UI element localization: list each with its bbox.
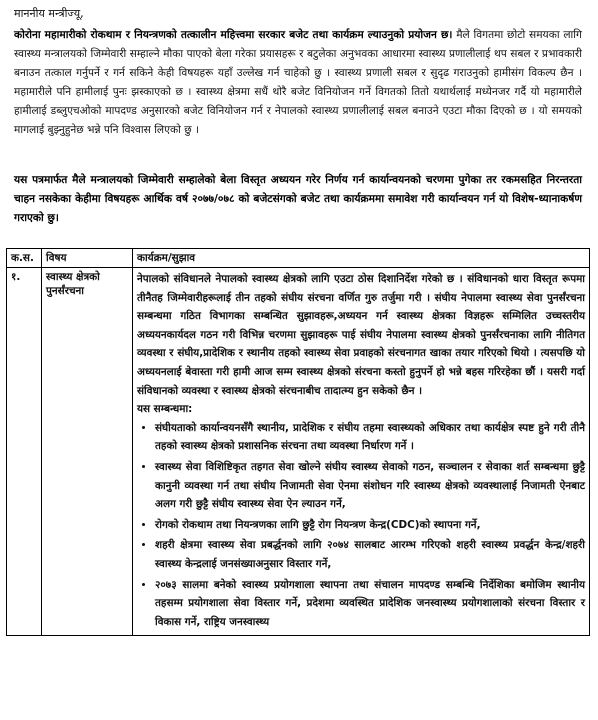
- salutation: माननीय मन्त्रीज्यू,: [14, 7, 84, 20]
- list-item: • स्वास्थ्य सेवा विशिष्टिकृत तहगत सेवा खोल्ने संघीय स्वास्थ्य सेवाको गठन, सञ्चालन र सेवाका शर्त सम्बन्धमा छुट्टै कानुनी व्यवस्था गर्न तथा संघीय निजामती सेवा ऐनमा संशोधन गरि स्वास्थ्य क्षेत्रको व्यवस्थालाई निजामती ऐनबाट अलग गरी छुट्टै संघीय स्वास्थ्य सेवा ऐन ल्याउन गर्ने,: [155, 458, 585, 514]
- suggestion-list: [137, 419, 585, 632]
- row-topic: स्वास्थ्य क्षेत्रको पुनर्संरचना: [42, 268, 133, 636]
- row-body-text: नेपालको संविधानले नेपालको स्वास्थ्य क्षेत्रको लागि एउटा ठोस दिशानिर्देश गरेको छ । संविधानको धारा विस्तृत रूपमा तीनैतह जिम्मेवारीहरूलाई तीन तहको संघीय संरचना वर्णित गुरु तर्जुमा गरी । संघीय नेपालमा स्वास्थ्य सेवा पुनर्संरचना सम्बन्धमा गठित विभागका सम्बन्धित सुझावहरू,अध्ययन गर्न स्वास्थ्य क्षेत्रका विज्ञहरू सम्मिलित उच्चस्तरीय अध्ययनकार्यदल गठन गरी विभिन्न चरणमा सुझावहरू पाई संघीय नेपालमा स्वास्थ्य क्षेत्रको पुनर्संरचनाका लागि नीतिगत व्यवस्था र संघीय,प्रादेशिक र स्थानीय तहको स्वास्थ्य सेवा प्रवाहको संरचनागत खाका तयार गरिएको थियो । त्यसपछि यो अध्ययनलाई बेवास्ता गरी हामी आज सम्म स्वास्थ्य क्षेत्रको संरचना कस्तो हुनुपर्ने हो भन्ने बहस गरिरहेका छौं । यसरी गर्दा संविधानको व्यवस्था र स्वास्थ्य क्षेत्रको संरचनाबीच तादात्म्य हुन सकेको छैन ।: [137, 273, 585, 397]
- row-serial: १.: [7, 268, 42, 636]
- header-topic: विषय: [42, 249, 133, 268]
- row-subheading: यस सम्बन्धमा:: [137, 403, 193, 416]
- list-item: • संघीयताको कार्यान्वयनसँगै स्थानीय, प्रादेशिक र संघीय तहमा स्वास्थ्यको अधिकार तथा कार्यक्षेत्र स्पष्ट हुने गरी तीनै तहको स्वास्थ्य क्षेत्रको प्रशासनिक संरचना तथा व्यवस्था निर्धारण गर्ने ।: [155, 419, 585, 456]
- list-item: • शहरी क्षेत्रमा स्वास्थ्य सेवा प्रबर्द्धनको लागि २०७४ सालबाट आरम्भ गरिएको शहरी स्वास्थ्य प्रवर्द्धन केन्द्र/शहरी स्वास्थ्य केन्द्रलाई जनसंख्याअनुसार विस्तार गर्ने,: [155, 536, 585, 573]
- header-serial: क.स.: [7, 249, 42, 268]
- header-program: कार्यक्रम/सुझाव: [133, 249, 590, 268]
- table-row: [7, 268, 590, 636]
- intro-paragraph: [14, 26, 582, 140]
- list-item: • २०७३ सालमा बनेको स्वास्थ्य प्रयोगशाला स्थापना तथा संचालन मापदण्ड सम्बन्धि निर्देशिका बमोजिम स्थानीय तहसम्म प्रयोगशाला सेवा विस्तार गर्ने, प्रदेशमा व्यवस्थित प्रादेशिक जनस्वास्थ्य प्रयोगशालाको संरचना विस्तार र विकास गर्ने, राष्ट्रिय जनस्वास्थ्य: [155, 576, 585, 632]
- table-header-row: [7, 249, 590, 268]
- row-content: [133, 268, 590, 636]
- list-item: • रोगको रोकथाम तथा नियन्त्रणका लागि छुट्टै रोग नियन्त्रण केन्द्र(CDC)को स्थापना गर्ने,: [155, 516, 585, 535]
- intro-heading: कोरोना महामारीको रोकथाम र नियन्त्रणको तत्कालीन महित्त्वमा सरकार बजेट तथा कार्यक्रम ल्याउनुको प्रयोजन छ।: [14, 29, 453, 41]
- intro-text: मैले विगतमा छोटो समयका लागि स्वास्थ्य मन्त्रालयको जिम्मेवारी सम्हाल्ने मौका पाएको बेला गरेका प्रयासहरू र बटुलेका अनुभवका आधारमा स्वास्थ्य प्रणालीलाई थप सबल र प्रभावकारी बनाउन तत्काल गर्नुपर्ने र गर्न सकिने केही विषयहरू यहाँ उल्लेख गर्न चाहेको छु । स्वास्थ्य प्रणाली सबल र सुदृढ गराउनुको हामीसंग विकल्प छैन । महामारीले पनि हामीलाई पुनः झस्काएको छ । स्वास्थ्य क्षेत्रमा सधैं थोरै बजेट विनियोजन गर्ने विगतको तितो यथार्थलाई मध्येनजर गर्दै यो महामारीले हामीलाई डब्लुएचओको मापदण्ड अनुसारको बजेट विनियोजन गर्न र नेपालको स्वास्थ्य प्रणालीलाई सबल बनाउने एउटा मौका दिएको छ । यो समयको मागलाई बुझ्नुहुनेछ भन्ने पनि विश्वास लिएको छु ।: [14, 29, 582, 136]
- request-paragraph: यस पत्रमार्फत मैले मन्त्रालयको जिम्मेवारी सम्हालेको बेला विस्तृत अध्ययन गरेर निर्णय गर्न कार्यान्वयनको चरणमा पुगेका तर रकमसहित निरन्तरता चाहन नसकेका केहीमा विषयहरू आर्थिक वर्ष २०७७/०७८ को बजेटसंगको बजेट तथा कार्यक्रममा समावेश गरी कार्यान्वयन गर्न यो विशेष-ध्यानाकर्षण गराएको छु।: [14, 174, 582, 224]
- suggestion-table: [6, 248, 590, 636]
